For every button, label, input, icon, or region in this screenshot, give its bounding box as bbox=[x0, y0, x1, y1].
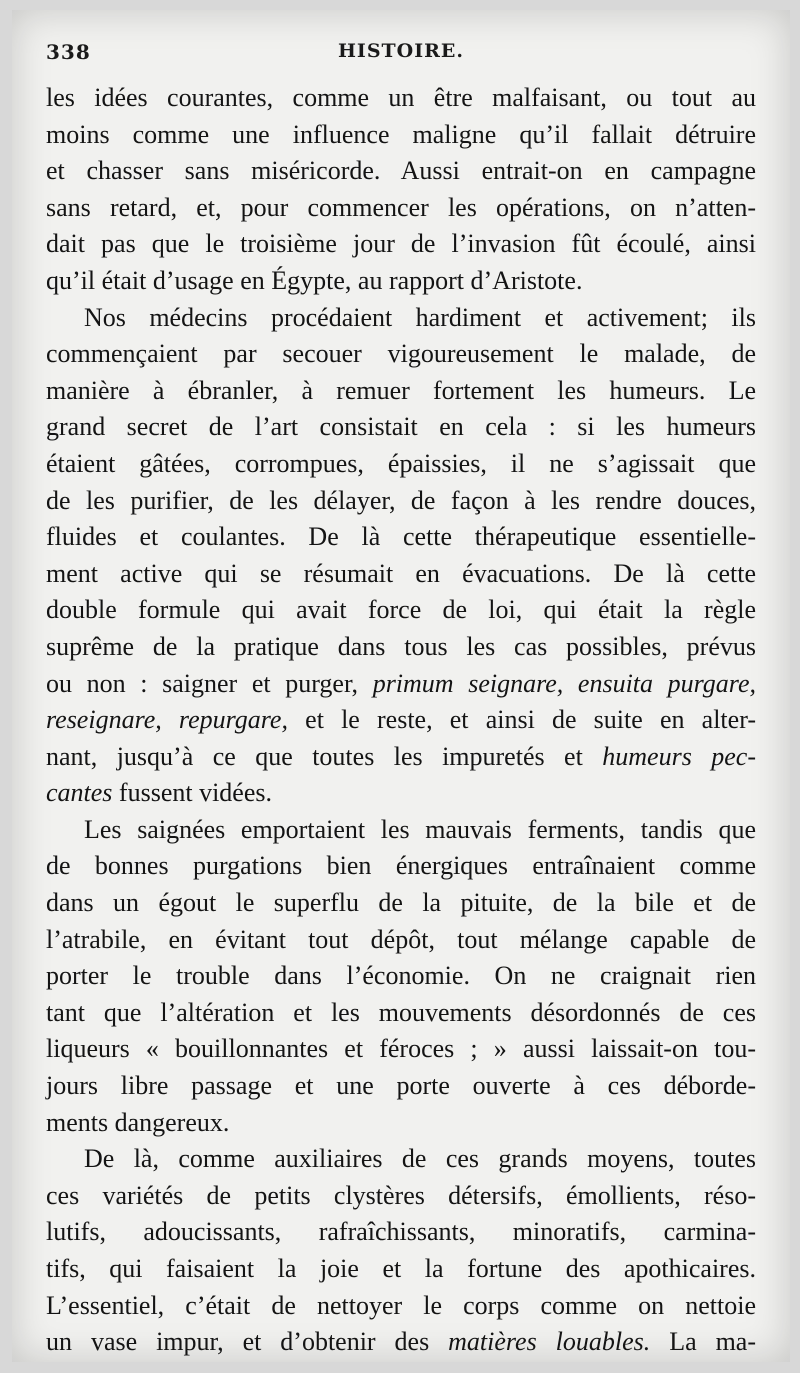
text-segment: les idées courantes, comme un être malfaisant, ou tout au bbox=[46, 83, 756, 112]
italic-text: cantes bbox=[46, 778, 113, 808]
italic-text: matières louables. bbox=[448, 1327, 651, 1357]
text-line bbox=[46, 519, 756, 556]
text-line bbox=[46, 373, 756, 410]
text-segment: de bonnes purgations bien énergiques entraînaient comme bbox=[46, 851, 756, 881]
text-segment: tant que l’altération et les mouvements désordonnés de ces bbox=[46, 997, 756, 1027]
text-segment: tifs, qui faisaient la joie et la fortune des apothicaires. bbox=[46, 1254, 756, 1283]
text-line bbox=[46, 922, 756, 959]
text-segment: manière à ébranler, à remuer fortement les humeurs. Le bbox=[46, 375, 756, 405]
text-segment: Les saignées emportaient les mauvais ferments, tandis que bbox=[84, 814, 756, 844]
text-segment: ou non : saigner et purger, bbox=[46, 668, 373, 698]
text-line bbox=[46, 739, 756, 776]
text-line bbox=[46, 848, 756, 885]
page-header bbox=[46, 40, 756, 68]
text-segment: et chasser sans miséricorde. Aussi entrait-on en campagne bbox=[46, 156, 756, 186]
book-page bbox=[12, 10, 790, 1362]
text-line bbox=[46, 446, 756, 483]
text-line bbox=[46, 702, 756, 739]
text-segment: De là, comme auxiliaires de ces grands moyens, toutes bbox=[84, 1144, 756, 1174]
text-segment: sans retard, et, pour commencer les opérations, on n’atten- bbox=[46, 192, 756, 222]
page-number: 338 bbox=[46, 40, 91, 64]
text-line bbox=[46, 812, 756, 849]
text-segment: porter le trouble dans l’économie. On ne craignait rien bbox=[46, 961, 756, 991]
body-text bbox=[46, 80, 756, 1361]
text-segment: double formule qui avait force de loi, qui était la règle bbox=[46, 595, 756, 625]
text-line bbox=[46, 336, 756, 373]
running-title: HISTOIRE. bbox=[337, 40, 465, 62]
text-line bbox=[46, 592, 756, 629]
text-segment: jours libre passage et une porte ouverte à ces déborde- bbox=[46, 1071, 756, 1101]
text-segment: liqueurs « bouillonnantes et féroces ; » aussi laissait-on tou- bbox=[46, 1034, 756, 1064]
text-line bbox=[46, 1324, 756, 1361]
text-line bbox=[46, 153, 756, 190]
text-line bbox=[46, 117, 756, 154]
text-segment: ments dangereux. bbox=[46, 1107, 230, 1137]
text-segment: Nos médecins procédaient hardiment et activement; ils bbox=[84, 302, 756, 332]
italic-text: primum seignare, ensuita purgare, bbox=[372, 668, 756, 698]
text-segment: nant, jusqu’à ce que toutes les impuretés et bbox=[46, 741, 603, 771]
text-segment: L’essentiel, c’était de nettoyer le corps comme on nettoie bbox=[46, 1290, 756, 1320]
text-segment: et le reste, et ainsi de suite en alter- bbox=[287, 705, 756, 735]
text-line bbox=[46, 629, 756, 666]
text-segment: un vase impur, et d’obtenir des bbox=[46, 1327, 449, 1357]
text-line bbox=[46, 263, 756, 300]
text-line bbox=[46, 1031, 756, 1068]
text-line bbox=[46, 775, 756, 812]
text-segment: l’atrabile, en évitant tout dépôt, tout mélange capable de bbox=[46, 924, 756, 954]
text-line bbox=[46, 1105, 756, 1142]
text-segment: lutifs, adoucissants, rafraîchissants, minoratifs, carmina- bbox=[46, 1217, 756, 1247]
text-segment: commençaient par secouer vigoureusement le malade, de bbox=[46, 339, 756, 369]
italic-text: reseignare, repurgare, bbox=[46, 705, 288, 735]
italic-text: humeurs pec- bbox=[602, 741, 757, 771]
text-segment: dans un égout le superflu de la pituite, de la bile et de bbox=[46, 888, 756, 918]
text-line bbox=[46, 995, 756, 1032]
text-segment: ment active qui se résumait en évacuations. De là cette bbox=[46, 558, 756, 588]
text-line bbox=[46, 666, 756, 703]
text-segment: fluides et coulantes. De là cette thérapeutique essentielle- bbox=[46, 522, 756, 552]
text-line bbox=[46, 885, 756, 922]
text-line bbox=[46, 190, 756, 227]
text-segment: grand secret de l’art consistait en cela : si les humeurs bbox=[46, 412, 756, 442]
text-line bbox=[46, 1068, 756, 1105]
text-line bbox=[46, 300, 756, 337]
text-line bbox=[46, 1288, 756, 1325]
text-segment: ces variétés de petits clystères détersifs, émollients, réso- bbox=[46, 1180, 756, 1210]
text-line bbox=[46, 1251, 756, 1288]
text-line bbox=[46, 556, 756, 593]
text-segment: moins comme une influence maligne qu’il fallait détruire bbox=[46, 119, 756, 149]
text-line bbox=[46, 80, 756, 117]
text-segment: qu’il était d’usage en Égypte, au rapport d’Aristote. bbox=[46, 265, 583, 295]
text-segment: fussent vidées. bbox=[112, 778, 273, 808]
text-line bbox=[46, 409, 756, 446]
text-segment: étaient gâtées, corrompues, épaissies, il ne s’agissait que bbox=[46, 448, 756, 478]
text-segment: de les purifier, de les délayer, de façon à les rendre douces, bbox=[46, 485, 756, 515]
text-segment: suprême de la pratique dans tous les cas possibles, prévus bbox=[46, 631, 756, 661]
text-line bbox=[46, 1141, 756, 1178]
text-segment: La ma- bbox=[650, 1327, 756, 1357]
text-line bbox=[46, 226, 756, 263]
text-line bbox=[46, 483, 756, 520]
text-line bbox=[46, 1214, 756, 1251]
text-segment: dait pas que le troisième jour de l’invasion fût écoulé, ainsi bbox=[46, 229, 756, 259]
text-line bbox=[46, 1178, 756, 1215]
text-line bbox=[46, 958, 756, 995]
